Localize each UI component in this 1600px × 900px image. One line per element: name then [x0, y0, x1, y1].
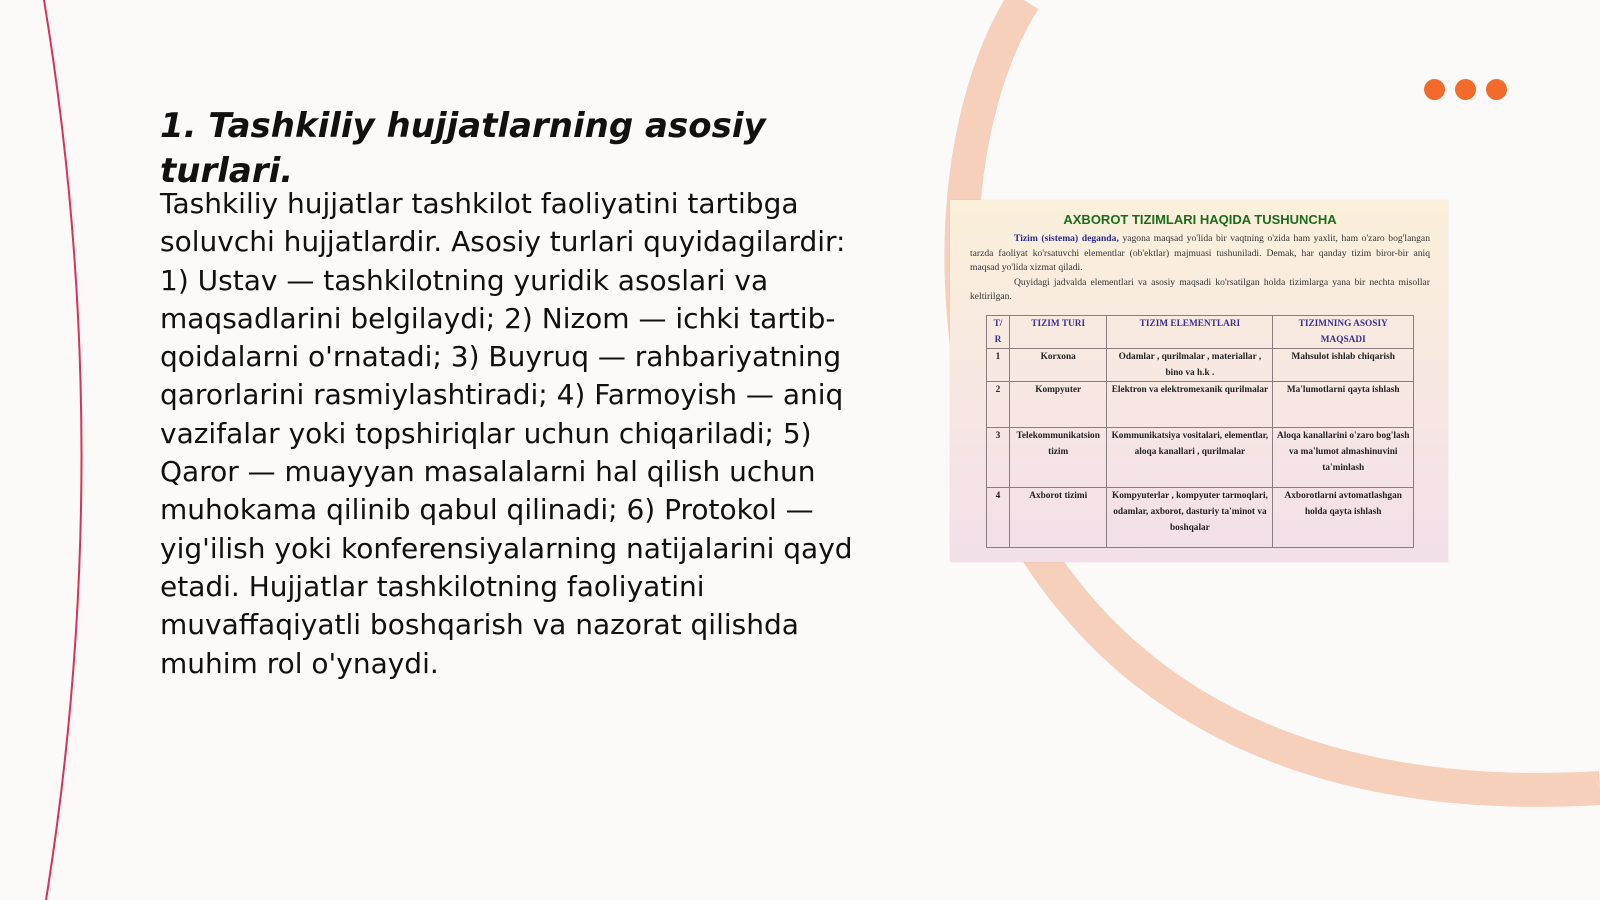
table-cell: 3: [987, 427, 1010, 487]
table-cell: Kompyuter: [1010, 381, 1107, 427]
table-header: TIZIMNING ASOSIY MAQSADI: [1273, 315, 1414, 348]
table-row: [987, 427, 1414, 487]
table-cell: Kommunikatsiya vositalari, elementlar, aloqa kanallari , qurilmalar: [1107, 427, 1273, 487]
table-cell: Axborot tizimi: [1010, 487, 1107, 547]
table-cell: Odamlar , qurilmalar , materiallar , bino va h.k .: [1107, 348, 1273, 381]
table-cell: Mahsulot ishlab chiqarish: [1273, 348, 1414, 381]
image-term: Tizim (sistema) deganda,: [1014, 233, 1119, 244]
table-cell: 1: [987, 348, 1010, 381]
table-header: TIZIM ELEMENTLARI: [1107, 315, 1273, 348]
menu-dots-icon: [1424, 79, 1507, 100]
dot-2: [1455, 79, 1476, 100]
dot-1: [1424, 79, 1445, 100]
table-cell: Aloqa kanallarini o'zaro bog'lash va ma'lumot almashinuvini ta'minlash: [1273, 427, 1414, 487]
table-row: [987, 381, 1414, 427]
table-cell: Ma'lumotlarni qayta ishlash: [1273, 381, 1414, 427]
image-paragraph-2: [970, 276, 1430, 305]
table-cell: Kompyuterlar , kompyuter tarmoqlari, odamlar, axborot, dasturiy ta'minot va boshqalar: [1107, 487, 1273, 547]
table-header: TIZIM TURI: [1010, 315, 1107, 348]
dot-3: [1486, 79, 1507, 100]
image-paragraph-2-text: Quyidagi jadvalda elementlari va asosiy maqsadi ko'rsatilgan holda tizimlarga yana bir nechta misollar keltirilgan.: [970, 276, 1430, 302]
table-header-row: [987, 315, 1414, 348]
slide-title: 1. Tashkiliy hujjatlarning asosiy turlari.: [160, 106, 766, 191]
slide-body: Tashkiliy hujjatlar tashkilot faoliyatini tartibga soluvchi hujjatlardir. Asosiy turlari quyidagilardir: 1) Ustav — tashkilotning yuridik asoslari va maqsadlarini belgilaydi; 2) Nizom — ichki tartib-qoidalarni o'rnatadi; 3) Buyruq — rahbariyatning qarorlarini rasmiylashtiradi; 4) Farmoyish — aniq vazifalar yoki topshiriqlar uchun chiqariladi; 5) Qaror — muayyan masalalarni hal qilish uchun muhokama qilinib qabul qilinadi; 6) Protokol — yig'ilish yoki konferensiyalarning natijalarini qayd etadi. Hujjatlar tashkilotning faoliyatini muvaffaqiyatli boshqarish va nazorat qilishda muhim rol o'ynaydi.: [160, 187, 853, 680]
table-row: [987, 348, 1414, 381]
table-cell: Korxona: [1010, 348, 1107, 381]
image-title: AXBOROT TIZIMLARI HAQIDA TUSHUNCHA: [1063, 212, 1337, 227]
table-cell: 4: [987, 487, 1010, 547]
image-paragraph-1-text: yagona maqsad yo'lida bir vaqtning o'zida ham yaxlit, ham o'zaro bog'langan tarzda faoliyat ko'rsatuvchi elementlar (ob'ektlar) majmuasi tushuniladi. Demak, har qanday tizim biror-bir aniq maqsad yo'lida xizmat qiladi.: [970, 233, 1430, 273]
table-row: [987, 487, 1414, 547]
image-paragraph-1: [970, 232, 1430, 276]
table-header: T/ R: [987, 315, 1010, 348]
table-cell: Axborotlarni avtomatlashgan holda qayta ishlash: [1273, 487, 1414, 547]
table-cell: 2: [987, 381, 1010, 427]
document-image: [950, 200, 1448, 562]
table-cell: Elektron va elektromexanik qurilmalar: [1107, 381, 1273, 427]
left-curve-line: [44, 0, 82, 900]
image-table: [986, 315, 1414, 548]
table-cell: Telekommunikatsion tizim: [1010, 427, 1107, 487]
